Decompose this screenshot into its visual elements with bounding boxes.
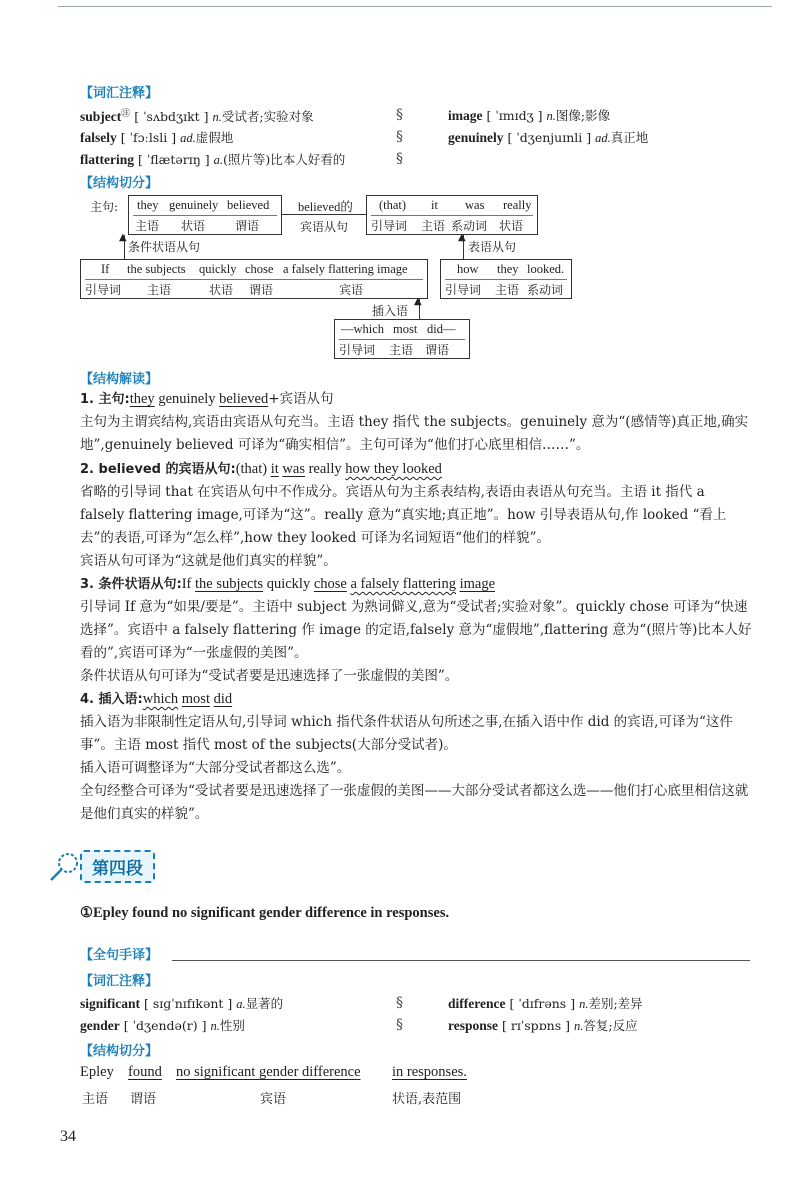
vocab-divider-2: § § (396, 995, 403, 1033)
arrow-up-icon: ▲ (458, 232, 466, 243)
insert-label: 插入语 (372, 304, 409, 318)
main-clause-label: 主句: (90, 200, 119, 214)
reading-paragraph-5: 全句经整合可译为“受试者要是迅速选择了一张虚假的美图——大部分受试者都这么选——他们打心底里相信这就是他们真实的样貌”。 (80, 783, 749, 822)
section-vocab-2: 【词汇注释】 (80, 974, 159, 989)
vocab-difference: difference [ ˈdɪfrəns ] n.差别;差异 (448, 996, 643, 1011)
section-reading: 【结构解读】 (80, 372, 159, 387)
box-main-clause: they genuinely believed 主语 状语 谓语 (128, 195, 282, 235)
box-cond-clause: If the subjects quickly chose a falsely flattering image 引导词 主语 状语 谓语 宾语 (80, 259, 428, 299)
vocab-image: image [ ˈɪmɪdʒ ] n.图像;影像 (448, 108, 611, 123)
reading-paragraph-3: 引导词 If 意为“如果/要是”。主语中 subject 为熟词僻义,意为“受试者;实验对象”。quickly chose 可译为“快速选择”。宾语中 a falsely flattering 作 image 的定语,falsely 意为“虚假地”,flattering 意为“(照片等)比本人好看的”,宾语可译为“一张虚假的美图”。 (80, 599, 752, 661)
section-structure-2: 【结构切分】 (80, 1044, 159, 1059)
reading-heading-1: 1. 主句:they genuinely believed+宾语从句 (80, 391, 334, 407)
reading-paragraph-2b: 宾语从句可译为“这就是他们真实的样貌”。 (80, 553, 337, 569)
section-badge: 第四段 (80, 850, 155, 883)
reading-paragraph-4: 插入语为非限制性定语从句,引导词 which 指代条件状语从句所述之事,在插入语中作 did 的宾语,可译为“这件事”。主语 most 指代 most of the subjects(大部分受试者)。 (80, 714, 733, 753)
reading-paragraph-2: 省略的引导词 that 在宾语从句中不作成分。宾语从句为主系表结构,表语由表语从句充当。主语 it 指代 a falsely flattering image,可译为“这”。really 意为“真实地;真正地”。how 引导表语从句,作 looked “看上去”的表语,可译为“怎么样”,how they looked 可译为名词短语“他们的样貌”。 (80, 484, 727, 546)
vocab-subject: subject㊟ [ ˈsʌbdʒɪkt ] n.受试者;实验对象 (80, 109, 314, 125)
section-structure-1: 【结构切分】 (80, 176, 159, 191)
vocab-significant: significant [ sɪɡˈnɪfɪkənt ] a.显著的 (80, 996, 284, 1011)
box-insert: —which most did— 引导词 主语 谓语 (334, 319, 470, 359)
translate-line (172, 960, 750, 961)
vocab-response: response [ rɪˈspɒns ] n.答复;反应 (448, 1018, 638, 1033)
label-believed-of: believed的 (298, 200, 353, 214)
box-object-clause: (that) it was really 引导词 主语 系动词 状语 (366, 195, 538, 235)
reading-heading-2: 2. believed 的宾语从句:(that) it was really how they looked (80, 461, 442, 477)
structure-2: Epley found no significant gender difference in responses. 主语 谓语 宾语 状语,表范围 (80, 1064, 467, 1107)
reading-heading-3: 3. 条件状语从句:If the subjects quickly chose a falsely flattering image (80, 576, 496, 592)
reading-paragraph-1: 主句为主谓宾结构,宾语由宾语从句充当。主语 they 指代 the subjects。genuinely 意为“(感情等)真正地,确实地”,genuinely believed 可译为“确实相信”。主句可译为“他们打心底里相信……”。 (80, 414, 749, 453)
circle-mark-icon: ㊟ (121, 109, 131, 119)
vocab-genuinely: genuinely [ ˈdʒenjuɪnli ] ad.真正地 (448, 130, 649, 145)
vocab-flattering: flattering [ ˈflætərɪŋ ] a.(照片等)比本人好看的 (80, 152, 346, 167)
sentence-1: ①Epley found no significant gender difference in responses. (80, 905, 450, 921)
arrow-up-icon: ▲ (119, 232, 127, 243)
arrow-up-icon: ▲ (414, 296, 422, 307)
section-translate: 【全句手译】 (80, 948, 159, 963)
cond-clause-label: 条件状语从句 (128, 240, 201, 254)
reading-paragraph-4b: 插入语可调整译为“大部分受试者都这么选”。 (80, 760, 351, 776)
vocab-gender: gender [ ˈdʒendə(r) ] n.性别 (80, 1018, 245, 1033)
section-vocab-1: 【词汇注释】 (80, 86, 159, 101)
label-object-clause: 宾语从句 (300, 220, 349, 234)
vocab-falsely: falsely [ ˈfɔːlsli ] ad.虚假地 (80, 130, 234, 145)
magnifier-icon (48, 850, 82, 886)
top-rule (58, 6, 772, 7)
page-number: 34 (60, 1128, 76, 1145)
box-pred-clause: how they looked. 引导词 主语 系动词 (440, 259, 572, 299)
reading-heading-4: 4. 插入语:which most did (80, 691, 233, 707)
reading-paragraph-3b: 条件状语从句可译为“受试者要是迅速选择了一张虚假的美图”。 (80, 668, 459, 684)
pred-clause-label: 表语从句 (468, 240, 517, 254)
vocab-divider-1: § § § (396, 107, 403, 167)
